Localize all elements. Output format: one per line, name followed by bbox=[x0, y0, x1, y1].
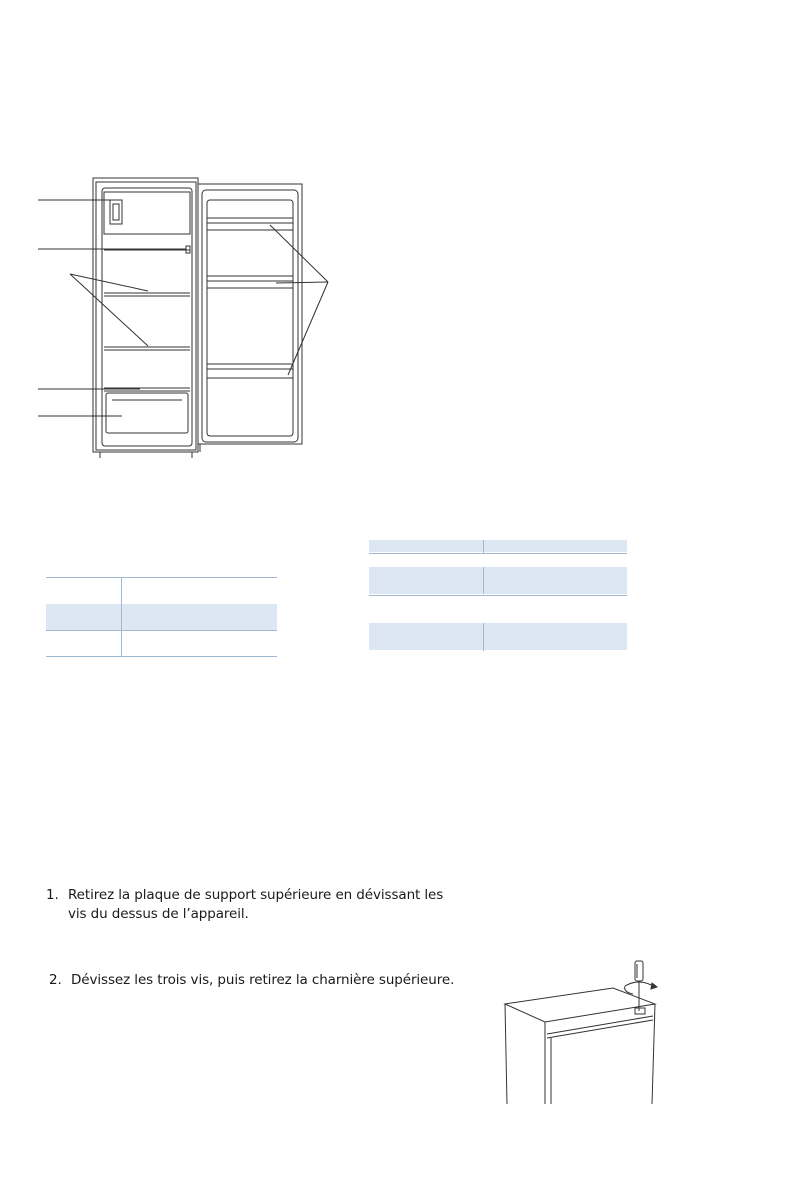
step-number: 2. bbox=[49, 972, 62, 988]
step-text-line-1: Retirez la plaque de support supérieure en dévissant les bbox=[68, 887, 444, 903]
specification-table-right bbox=[369, 540, 627, 652]
table-row bbox=[369, 540, 627, 552]
screwdriver-icon bbox=[625, 961, 657, 1011]
table-rule bbox=[369, 595, 627, 596]
step-text-line-2: vis du dessus de l’appareil. bbox=[68, 906, 249, 922]
instruction-step-1 bbox=[46, 886, 466, 924]
table-rule bbox=[46, 577, 277, 578]
table-row bbox=[369, 623, 627, 650]
table-rule bbox=[46, 656, 277, 657]
hinge-removal-illustration bbox=[495, 956, 680, 1106]
specification-table-left bbox=[46, 577, 277, 657]
fridge-open-diagram bbox=[30, 170, 360, 460]
table-row bbox=[46, 604, 277, 630]
step-text-line-1: Dévissez les trois vis, puis retirez la charnière supérieure. bbox=[71, 972, 455, 988]
step-number: 1. bbox=[46, 887, 59, 903]
table-column-divider bbox=[483, 540, 484, 553]
table-column-divider bbox=[483, 567, 484, 594]
fridge-drawing bbox=[30, 170, 360, 460]
table-rule bbox=[46, 630, 277, 631]
table-row bbox=[369, 567, 627, 594]
instruction-step-2 bbox=[49, 971, 469, 990]
table-column-divider bbox=[483, 623, 484, 651]
table-rule bbox=[369, 553, 627, 554]
table-column-divider bbox=[121, 577, 122, 657]
